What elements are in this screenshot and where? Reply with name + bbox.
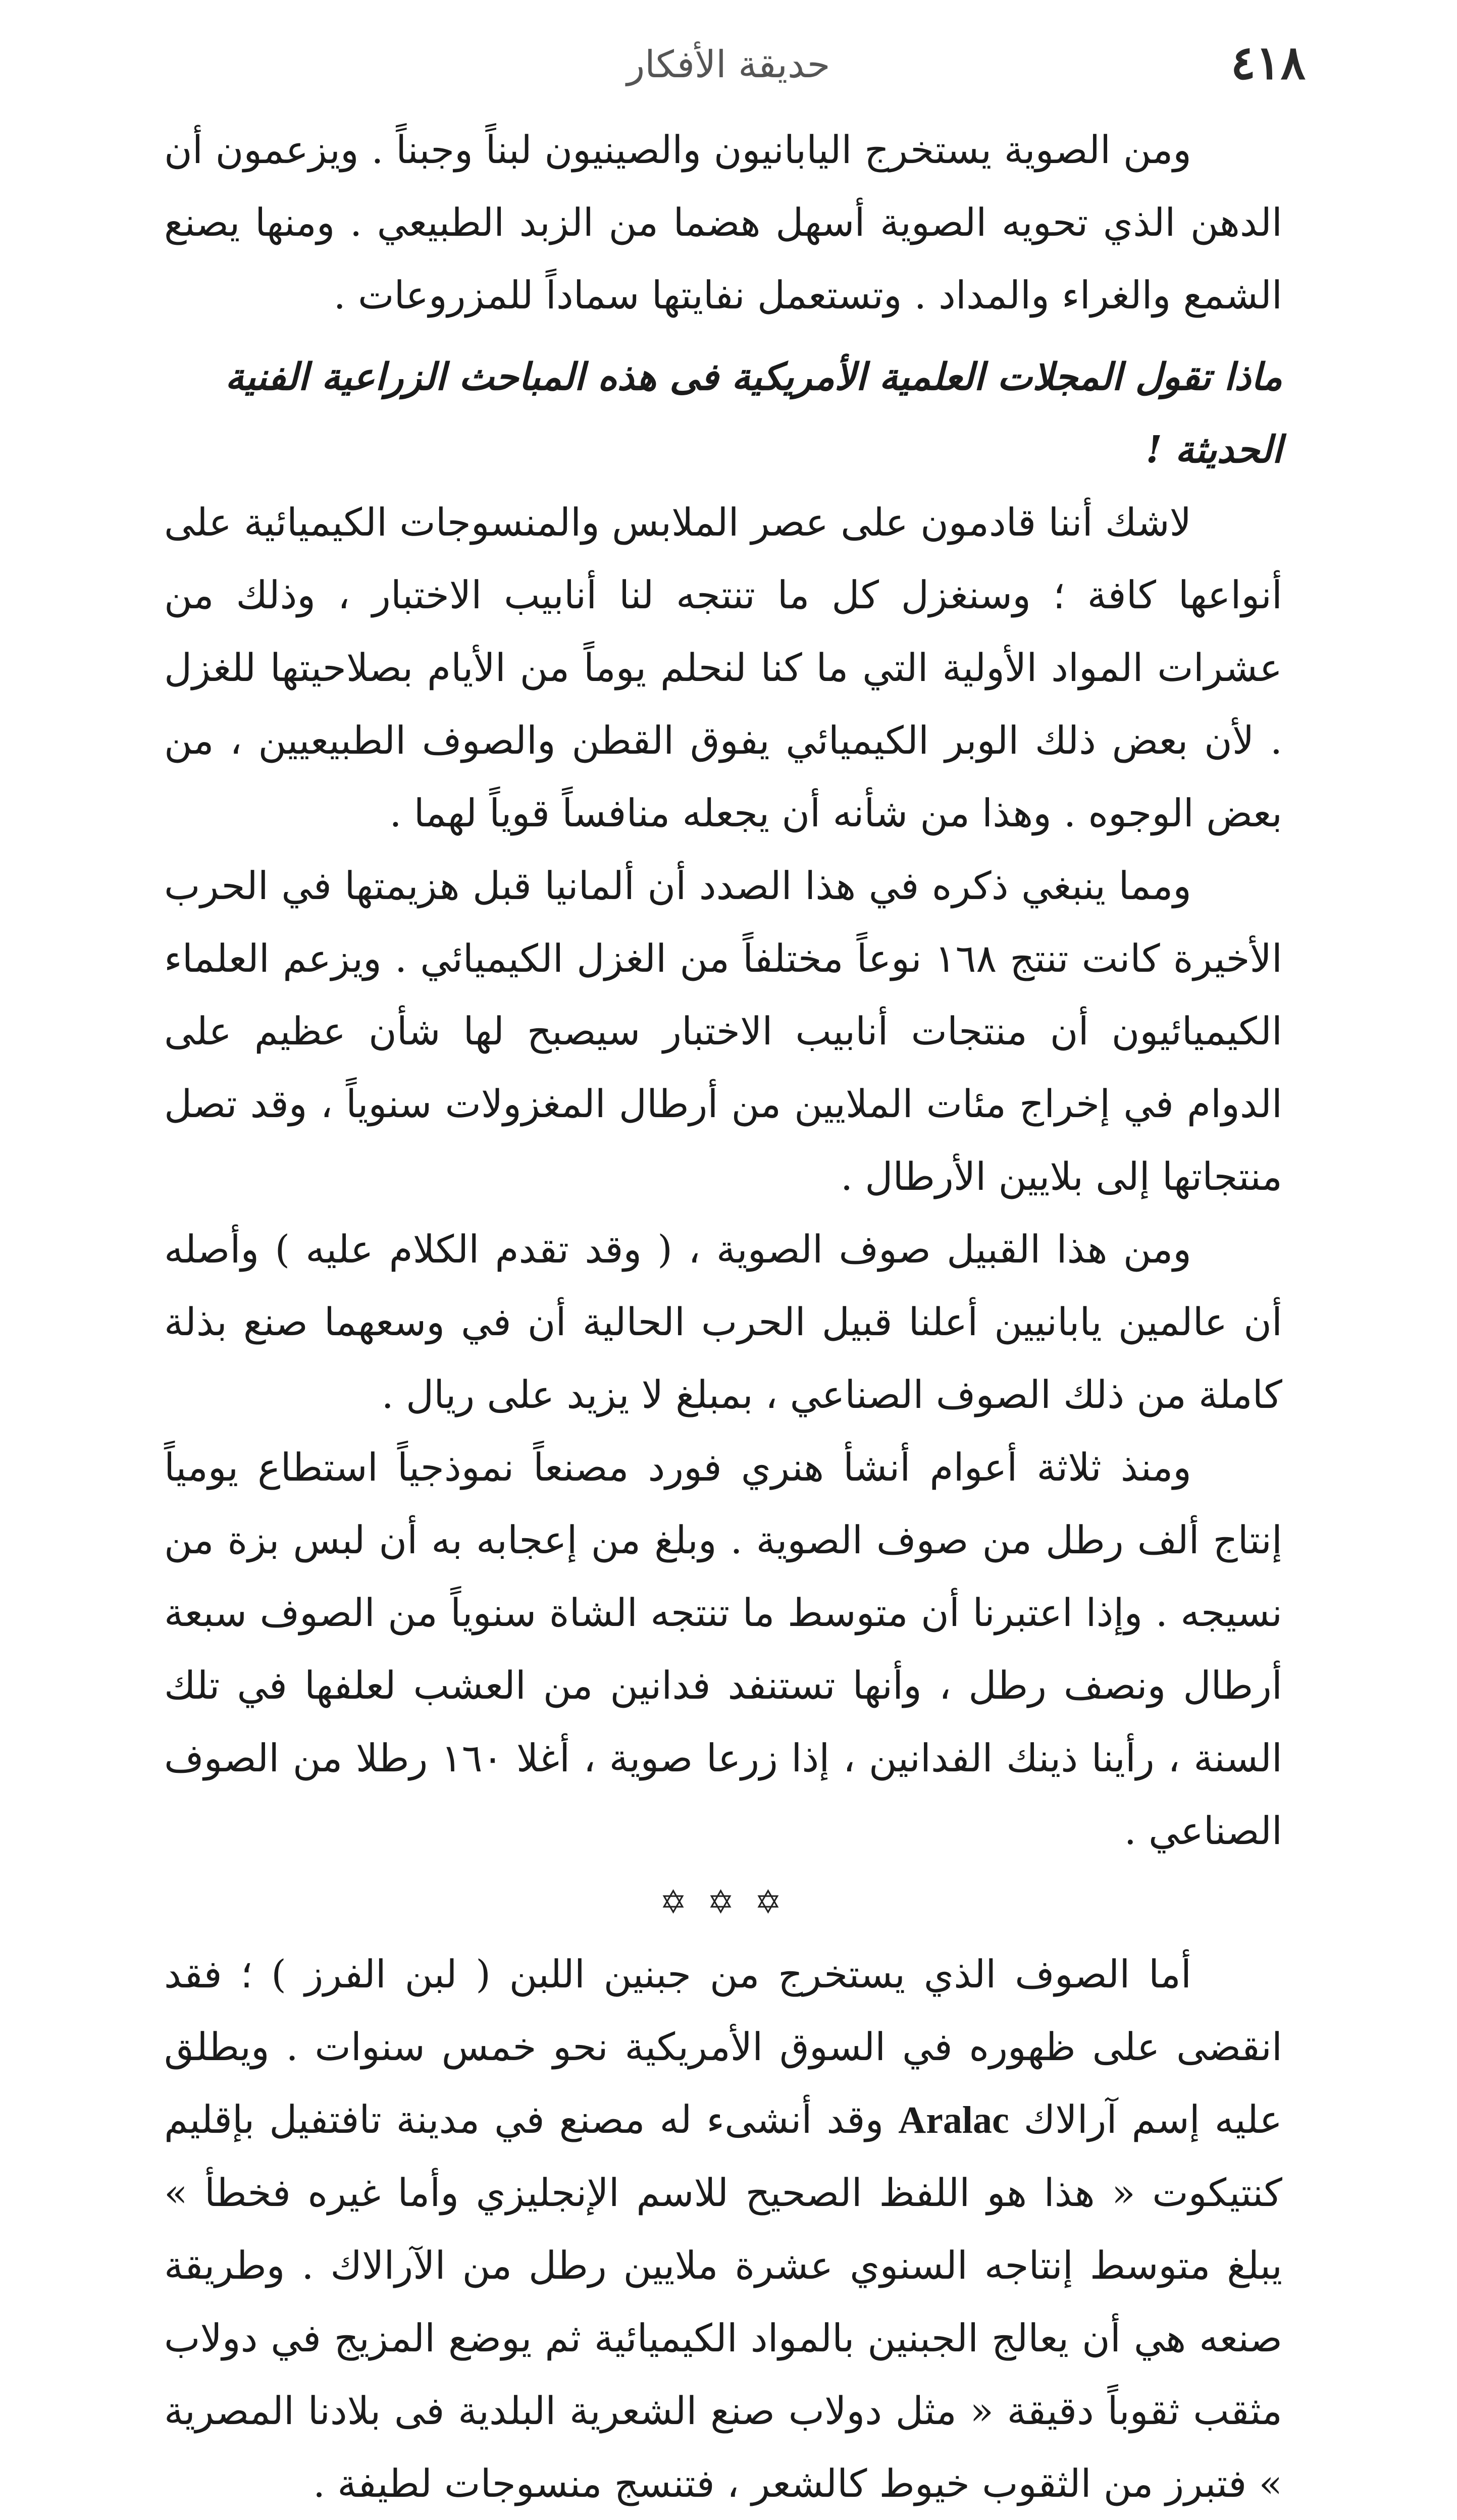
paragraph-2: لاشك أننا قادمون على عصر الملابس والمنسوجات الكيميائية على أنواعها كافة ؛ وسنغزل كل ما تنتجه لنا أنابيب الاختبار ، وذلك من عشرات المواد الأولية التي ما كنا لنحلم يوماً من الأيام بصلاحيتها للغزل . لأن بعض ذلك الوبر الكيميائي يفوق القطن والصوف الطبيعيين ، من بعض الوجوه . وهذا من شأنه أن يجعله منافساً قوياً لهما . [164,500,1282,835]
paragraph-6 [164,1938,1282,2520]
paragraph-6-part-1: أما الصوف الذي يستخرج من جبنين اللبن ( لبن الفرز ) ؛ فقد انقضى على ظهوره في السوق الأمريكية نحو خمس سنوات . ويطلق عليه إسم آرالاك [164,1952,1282,2142]
section-separator: ✡ ✡ ✡ [659,1884,787,1921]
paragraph-5: ومنذ ثلاثة أعوام أنشأ هنري فورد مصنعاً نموذجياً استطاع يومياً إنتاج ألف رطل من صوف الصوية . وبلغ من إعجابه به أن لبس بزة من نسيجه . وإذا اعتبرنا أن متوسط ما تنتجه الشاة سنوياً من الصوف سبعة أرطال ونصف رطل ، وأنها تستنفد فدانين من العشب لعلفها في تلك السنة ، رأينا ذينك الفدانين ، إذا زرعا صوية ، أغلا ١٦٠ رطلا من الصوف الصناعي . [164,1445,1282,1853]
page-number: ٤١٨ [1230,35,1306,90]
paragraph-3: ومما ينبغي ذكره في هذا الصدد أن ألمانيا قبل هزيمتها في الحرب الأخيرة كانت تنتج ١٦٨ نوعاً مختلفاً من الغزل الكيميائي . ويزعم العلماء الكيميائيون أن منتجات أنابيب الاختبار سيصبح لها شأن عظيم على الدوام في إخراج مئات الملايين من أرطال المغزولات سنوياً ، وقد تصل منتجاتها إلى بلايين الأرطال . [164,863,1283,1199]
section-heading: ماذا تقول المجلات العلمية الأمريكية فى هذه المباحث الزراعية الفنية الحديثة ! [225,355,1282,471]
body-text [164,114,1282,2520]
page-header [0,25,1457,101]
paragraph-6-part-2: وقد أنشىء له مصنع في مدينة تافتفيل بإقليم كنتيكوت « هذا هو اللفظ الصحيح للاسم الإنجليزي وأما غيره فخطأ » يبلغ متوسط إنتاجه السنوي عشرة ملايين رطل من الآرالاك . وطريقة صنعه هي أن يعالج الجبنين بالمواد الكيميائية ثم يوضع المزيج في دولاب مثقب ثقوباً دقيقة « مثل دولاب صنع الشعرية البلدية فى بلادنا المصرية » فتبرز من الثقوب خيوط كالشعر ، فتنسج منسوجات لطيفة . [164,2097,1282,2506]
running-title: حديقة الأفكار [627,43,830,86]
paragraph-1: ومن الصوية يستخرج اليابانيون والصينيون لبناً وجبناً . ويزعمون أن الدهن الذي تحويه الصوية أسهل هضما من الزبد الطبيعي . ومنها يصنع الشمع والغراء والمداد . وتستعمل نفايتها سماداً للمزروعات . [164,127,1282,318]
latin-term-aralac: Aralac [898,2099,1009,2141]
paragraph-4: ومن هذا القبيل صوف الصوية ، ( وقد تقدم الكلام عليه ) وأصله أن عالمين يابانيين أعلنا قبيل الحرب الحالية أن في وسعهما صنع بذلة كاملة من ذلك الصوف الصناعي ، بمبلغ لا يزيد على ريال . [164,1227,1282,1417]
